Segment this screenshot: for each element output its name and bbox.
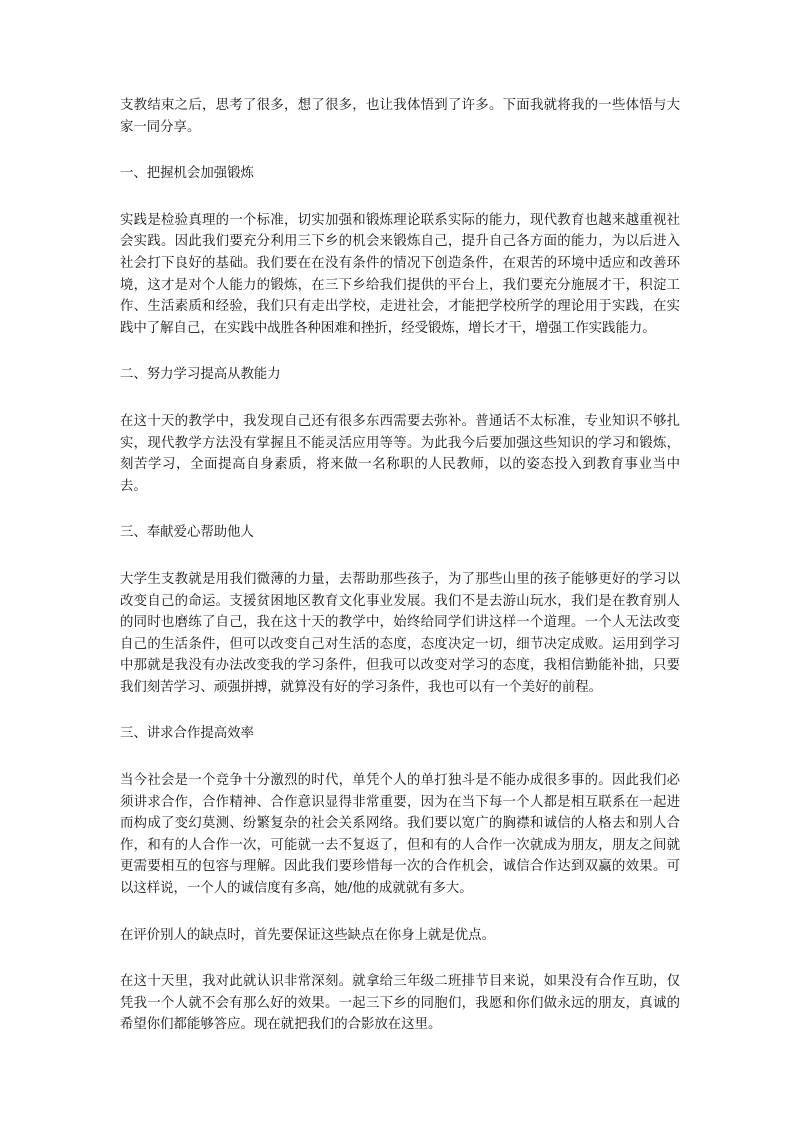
section-heading-4: 三、讲求合作提高效率 (120, 726, 254, 742)
intro-paragraph: 支教结束之后，思考了很多，想了很多，也让我体悟到了许多。下面我就将我的一些体悟与大家一同分享。 (120, 98, 680, 135)
document-body (120, 95, 680, 1061)
evaluation-paragraph: 在评价别人的缺点时，首先要保证这些缺点在你身上就是优点。 (120, 927, 495, 943)
section-heading-3: 三、奉献爱心帮助他人 (120, 525, 254, 541)
section-heading-1: 一、把握机会加强锻炼 (120, 166, 254, 182)
section-3-paragraph: 大学生支教就是用我们微薄的力量，去帮助那些孩子，为了那些山里的孩子能够更好的学习以改变自己的命运。支援贫困地区教育文化事业发展。我们不是去游山玩水，我们是在教育别人的同时也磨练了自己，我在这十天的教学中，始终给同学们讲这样一个道理。一个人无法改变自己的生活条件，但可以改变自己对生活的态度，态度决定一切，细节决定成败。运用到学习中那就是我没有办法改变我的学习条件，但我可以改变对学习的态度，我相信勤能补拙，只要我们刻苦学习、顽强拼搏，就算没有好的学习条件，我也可以有一个美好的前程。 (120, 571, 680, 695)
section-2-paragraph: 在这十天的教学中，我发现自己还有很多东西需要去弥补。普通话不太标准，专业知识不够扎实，现代教学方法没有掌握且不能灵活应用等等。为此我今后要加强这些知识的学习和锻炼，刻苦学习，全面提高自身素质，将来做一名称职的人民教师，以的姿态投入到教育事业当中去。 (120, 413, 680, 494)
section-heading-2: 二、努力学习提高从教能力 (120, 367, 281, 383)
section-1-paragraph: 实践是检验真理的一个标准，切实加强和锻炼理论联系实际的能力，现代教育也越来越重视社会实践。因此我们要充分利用三下乡的机会来锻炼自己，提升自己各方面的能力，为以后进入社会打下良好的基础。我们要在在没有条件的情况下创造条件，在艰苦的环境中适应和改善环境，这才是对个人能力的锻炼，在三下乡给我们提供的平台上，我们要充分施展才干，积淀工作、生活素质和经验，我们只有走出学校，走进社会，才能把学校所学的理论用于实践，在实践中了解自己，在实践中战胜各种困难和挫折，经受锻炼，增长才干，增强工作实践能力。 (120, 212, 680, 336)
section-4-paragraph: 当今社会是一个竞争十分激烈的时代，单凭个人的单打独斗是不能办成很多事的。因此我们必须讲求合作，合作精神、合作意识显得非常重要，因为在当下每一个人都是相互联系在一起进而构成了变幻莫测、纷繁复杂的社会关系网络。我们要以宽广的胸襟和诚信的人格去和别人合作，和有的人合作一次，可能就一去不复返了，但和有的人合作一次就成为朋友，朋友之间就更需要相互的包容与理解。因此我们要珍惜每一次的合作机会，诚信合作达到双赢的效果。可以这样说，一个人的诚信度有多高，她/他的成就就有多大。 (120, 773, 680, 897)
closing-paragraph: 在这十天里，我对此就认识非常深刻。就拿给三年级二班排节目来说，如果没有合作互助，仅凭我一个人就不会有那么好的效果。一起三下乡的同胞们，我愿和你们做永远的朋友，真诚的希望你们都能够答应。现在就把我们的合影放在这里。 (120, 974, 680, 1033)
